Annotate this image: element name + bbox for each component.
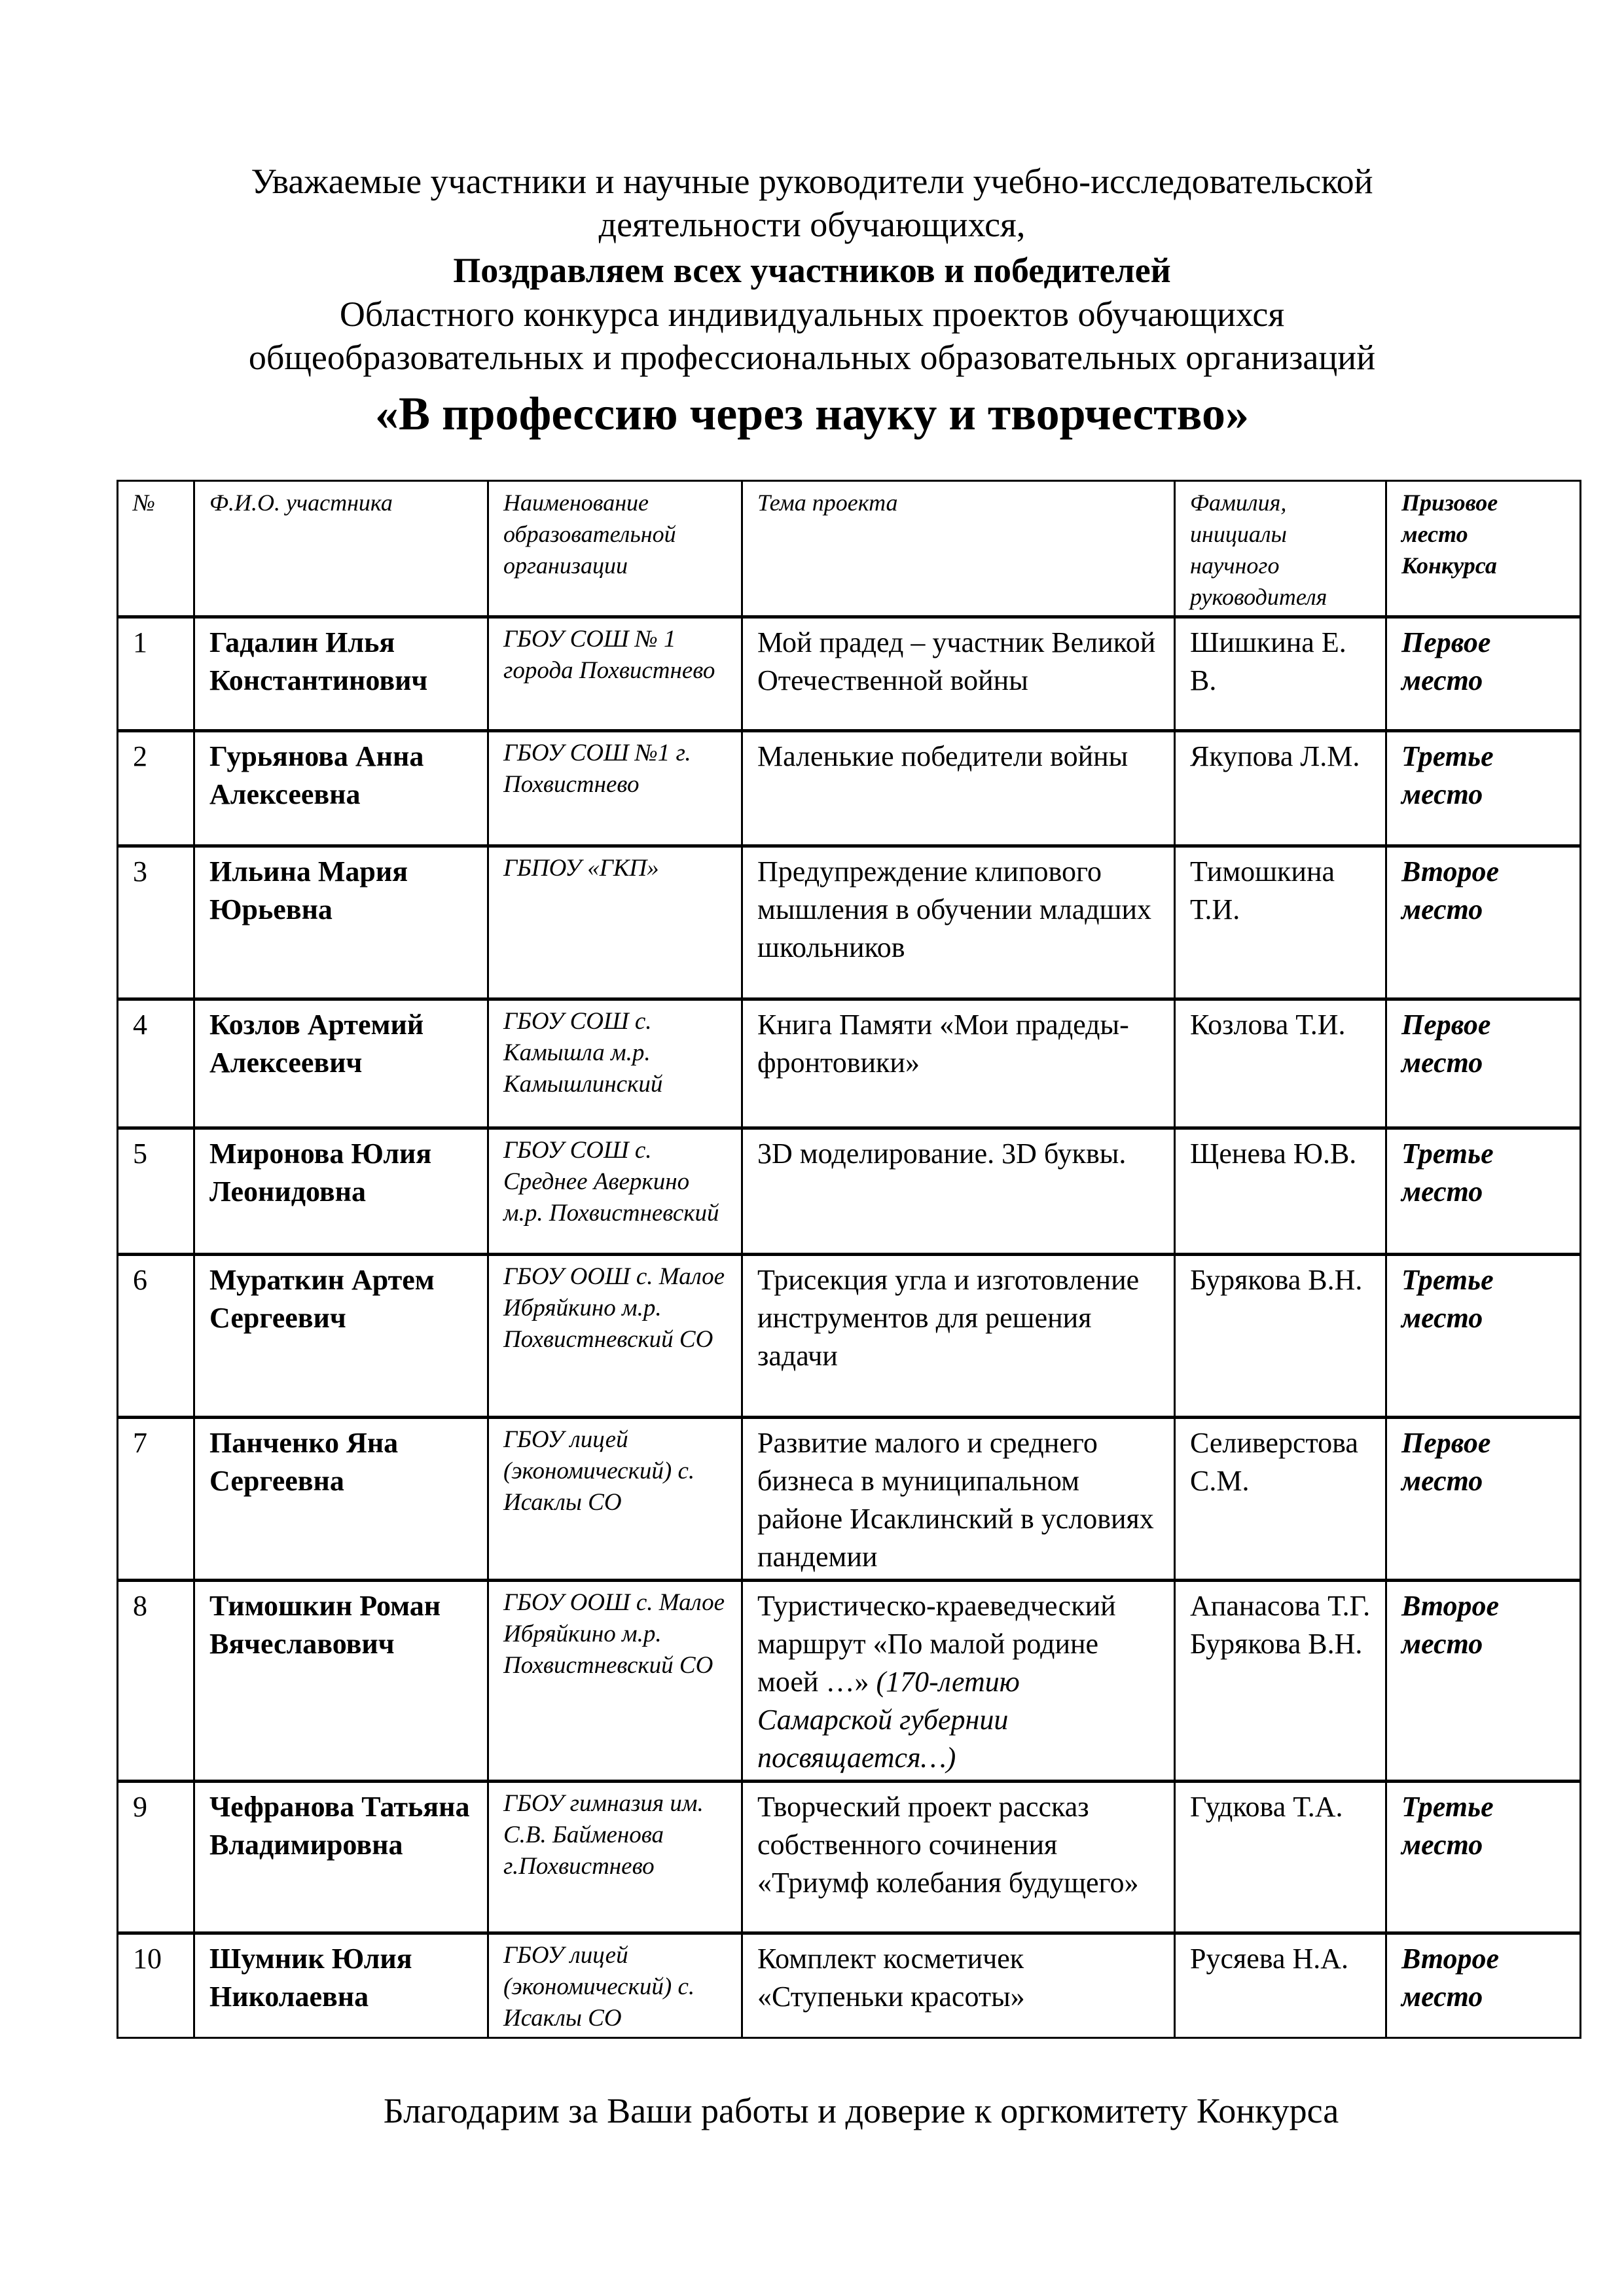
row-number <box>118 999 194 1128</box>
row-number-text: 1 <box>133 626 147 658</box>
organization-name-text: ГБОУ СОШ № 1 города Похвистнево <box>503 626 715 684</box>
project-topic <box>742 846 1175 999</box>
row-number-text: 5 <box>133 1138 147 1170</box>
prize-place-text: Второе место <box>1401 1943 1500 2013</box>
project-topic-text: Туристическо-краеведческий маршрут «По малой родине моей …» <box>757 1590 1116 1698</box>
supervisor-name-text: Шишкина Е. В. <box>1190 626 1346 696</box>
supervisor-name <box>1175 1581 1386 1782</box>
organization-name <box>488 1782 742 1933</box>
prize-place <box>1386 1255 1581 1418</box>
organization-name <box>488 999 742 1128</box>
project-topic-text: Маленькие победители войны <box>757 740 1128 772</box>
participant-name <box>194 1782 488 1933</box>
project-topic <box>742 1782 1175 1933</box>
row-number-text: 7 <box>133 1427 147 1459</box>
project-topic <box>742 1255 1175 1418</box>
supervisor-name-text: Апанасова Т.Г. Бурякова В.Н. <box>1190 1590 1371 1660</box>
organization-name-text: ГБОУ СОШ с. Камышла м.р. Камышлинский <box>503 1008 663 1098</box>
column-header-topic: Тема проекта <box>742 481 1175 617</box>
participant-name <box>194 1255 488 1418</box>
project-topic-text: Книга Памяти «Мои прадеды-фронтовики» <box>757 1009 1129 1079</box>
supervisor-name-text: Гудкова Т.А. <box>1190 1791 1343 1823</box>
contest-line-2: общеобразовательных и профессиональных образовательных организаций <box>248 338 1376 377</box>
participant-name-text: Миронова Юлия Леонидовна <box>209 1138 432 1208</box>
row-number <box>118 1933 194 2038</box>
row-number <box>118 846 194 999</box>
organization-name <box>488 1255 742 1418</box>
project-topic-text: Предупреждение клипового мышления в обучении младших школьников <box>757 855 1152 963</box>
prize-place <box>1386 846 1581 999</box>
contest-line-1: Областного конкурса индивидуальных проектов обучающихся <box>339 295 1285 334</box>
prize-place <box>1386 999 1581 1128</box>
participant-name-text: Ильина Мария Юрьевна <box>209 855 408 925</box>
participant-name <box>194 1581 488 1782</box>
supervisor-name-text: Козлова Т.И. <box>1190 1009 1346 1041</box>
supervisor-name-text: Тимошкина Т.И. <box>1190 855 1335 925</box>
participant-name-text: Чефранова Татьяна Владимировна <box>209 1791 470 1861</box>
row-number-text: 8 <box>133 1590 147 1622</box>
project-topic <box>742 1933 1175 2038</box>
prize-place <box>1386 1782 1581 1933</box>
column-header-participant: Ф.И.О. участника <box>194 481 488 617</box>
supervisor-name <box>1175 1255 1386 1418</box>
project-topic <box>742 731 1175 846</box>
participant-name-text: Тимошкин Роман Вячеславович <box>209 1590 441 1660</box>
prize-place <box>1386 1581 1581 1782</box>
supervisor-name <box>1175 1418 1386 1581</box>
row-number-text: 3 <box>133 855 147 888</box>
prize-place-text: Третье место <box>1401 1264 1494 1334</box>
table-header-row <box>118 481 1581 617</box>
participant-name-text: Козлов Артемий Алексеевич <box>209 1009 424 1079</box>
participant-name <box>194 1418 488 1581</box>
greeting-line-2: деятельности обучающихся, <box>598 205 1026 244</box>
organization-name <box>488 617 742 731</box>
project-topic-text: 3D моделирование. 3D буквы. <box>757 1138 1127 1170</box>
row-number <box>118 1255 194 1418</box>
organization-name <box>488 846 742 999</box>
row-number-text: 9 <box>133 1791 147 1823</box>
table-row <box>118 617 1581 731</box>
project-topic-text: Развитие малого и среднего бизнеса в муниципальном районе Исаклинский в условиях пандемии <box>757 1427 1154 1573</box>
row-number-text: 2 <box>133 740 147 772</box>
participant-name-text: Панченко Яна Сергеевна <box>209 1427 399 1497</box>
row-number <box>118 1581 194 1782</box>
congratulation-heading: Поздравляем всех участников и победителей <box>453 251 1171 290</box>
prize-place <box>1386 1933 1581 2038</box>
prize-place <box>1386 1418 1581 1581</box>
participant-name-text: Гурьянова Анна Алексеевна <box>209 740 424 810</box>
project-topic-note: (170-летию Самарской губернии посвящается…) <box>757 1666 1020 1774</box>
prize-place <box>1386 731 1581 846</box>
project-topic <box>742 1128 1175 1255</box>
table-row <box>118 1418 1581 1581</box>
project-topic <box>742 1581 1175 1782</box>
row-number-text: 4 <box>133 1009 147 1041</box>
row-number <box>118 1418 194 1581</box>
contest-title: «В профессию через науку и творчество» <box>374 387 1250 440</box>
prize-place-text: Первое место <box>1401 1427 1491 1497</box>
row-number <box>118 1782 194 1933</box>
table-row <box>118 1581 1581 1782</box>
supervisor-name-text: Щенева Ю.В. <box>1190 1138 1357 1170</box>
participant-name-text: Гадалин Илья Константинович <box>209 626 428 696</box>
greeting-line-1: Уважаемые участники и научные руководители учебно-исследовательской <box>251 162 1373 201</box>
organization-name <box>488 1581 742 1782</box>
project-topic-text: Творческий проект рассказ собственного сочинения «Триумф колебания будущего» <box>757 1791 1139 1899</box>
table-row <box>118 846 1581 999</box>
prize-place-text: Первое место <box>1401 626 1491 696</box>
organization-name-text: ГБОУ ООШ с. Малое Ибряйкино м.р. Похвистневский СО <box>503 1589 725 1679</box>
supervisor-name <box>1175 731 1386 846</box>
project-topic <box>742 617 1175 731</box>
organization-name-text: ГБОУ лицей (экономический) с. Исаклы СО <box>503 1942 695 2032</box>
organization-name-text: ГБОУ СОШ №1 г. Похвистнево <box>503 740 691 798</box>
table-row <box>118 731 1581 846</box>
organization-name <box>488 1128 742 1255</box>
project-topic-text: Комплект косметичек «Ступеньки красоты» <box>757 1943 1025 2013</box>
row-number <box>118 617 194 731</box>
organization-name <box>488 1933 742 2038</box>
column-header-number: № <box>118 481 194 617</box>
supervisor-name-text: Селиверстова С.М. <box>1190 1427 1358 1497</box>
organization-name-text: ГБПОУ «ГКП» <box>503 855 659 882</box>
organization-name-text: ГБОУ СОШ с. Среднее Аверкино м.р. Похвистневский <box>503 1137 719 1227</box>
organization-name-text: ГБОУ лицей (экономический) с. Исаклы СО <box>503 1426 695 1516</box>
column-header-organization: Наименование образовательной организации <box>488 481 742 617</box>
organization-name <box>488 1418 742 1581</box>
prize-place <box>1386 1128 1581 1255</box>
row-number-text: 10 <box>133 1943 162 1975</box>
participant-name-text: Мураткин Артем Сергеевич <box>209 1264 435 1334</box>
participant-name <box>194 617 488 731</box>
closing-note: Благодарим за Ваши работы и доверие к оргкомитету Конкурса <box>383 2091 1339 2130</box>
participant-name <box>194 731 488 846</box>
prize-place-text: Третье место <box>1401 740 1494 810</box>
prize-place-text: Второе место <box>1401 1590 1500 1660</box>
column-header-supervisor: Фамилия, инициалы научного руководителя <box>1175 481 1386 617</box>
participant-name <box>194 846 488 999</box>
supervisor-name-text: Русяева Н.А. <box>1190 1943 1349 1975</box>
prize-place-text: Второе место <box>1401 855 1500 925</box>
project-topic <box>742 1418 1175 1581</box>
row-number <box>118 731 194 846</box>
prize-place-text: Первое место <box>1401 1009 1491 1079</box>
supervisor-name-text: Бурякова В.Н. <box>1190 1264 1363 1296</box>
supervisor-name <box>1175 1128 1386 1255</box>
column-header-place: Призовое место Конкурса <box>1386 481 1581 617</box>
project-topic-text: Мой прадед – участник Великой Отечественной войны <box>757 626 1156 696</box>
supervisor-name <box>1175 846 1386 999</box>
supervisor-name <box>1175 1782 1386 1933</box>
table-row <box>118 999 1581 1128</box>
prize-place <box>1386 617 1581 731</box>
participant-name-text: Шумник Юлия Николаевна <box>209 1943 412 2013</box>
table-row <box>118 1933 1581 2038</box>
project-topic <box>742 999 1175 1128</box>
organization-name <box>488 731 742 846</box>
supervisor-name <box>1175 999 1386 1128</box>
prize-place-text: Третье место <box>1401 1791 1494 1861</box>
table-row <box>118 1128 1581 1255</box>
participant-name <box>194 1933 488 2038</box>
supervisor-name-text: Якупова Л.М. <box>1190 740 1360 772</box>
table-row <box>118 1782 1581 1933</box>
participant-name <box>194 999 488 1128</box>
project-topic-text: Трисекция угла и изготовление инструментов для решения задачи <box>757 1264 1140 1372</box>
organization-name-text: ГБОУ ООШ с. Малое Ибряйкино м.р. Похвистневский СО <box>503 1263 725 1353</box>
prize-place-text: Третье место <box>1401 1138 1494 1208</box>
supervisor-name <box>1175 1933 1386 2038</box>
participant-name <box>194 1128 488 1255</box>
results-table <box>117 480 1581 2039</box>
row-number <box>118 1128 194 1255</box>
organization-name-text: ГБОУ гимназия им. С.В. Байменова г.Похвистнево <box>503 1790 704 1880</box>
row-number-text: 6 <box>133 1264 147 1296</box>
table-row <box>118 1255 1581 1418</box>
supervisor-name <box>1175 617 1386 731</box>
